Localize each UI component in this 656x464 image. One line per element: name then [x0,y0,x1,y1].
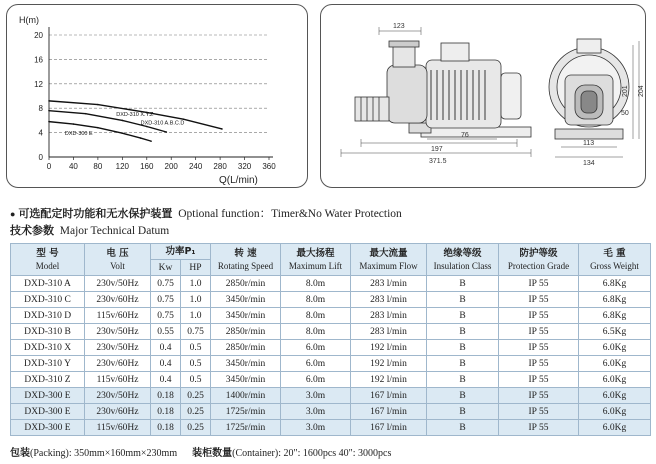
cell-volt: 230v/50Hz [85,388,151,404]
cell-kw: 0.75 [151,292,181,308]
data-point [122,120,124,122]
dim-label: 197 [431,146,443,153]
cell-lift: 8.0m [281,276,351,292]
pump-side-view [341,23,531,165]
dim-label: 123 [393,23,405,30]
cell-flow: 283 l/min [351,276,427,292]
cell-volt: 230v/60Hz [85,356,151,372]
cell-ins: B [427,308,499,324]
cell-model: DXD-310 A [11,276,85,292]
cell-lift: 6.0m [281,372,351,388]
y-tick-label: 8 [38,104,43,114]
cell-hp: 0.5 [181,372,211,388]
cell-ip: IP 55 [499,404,579,420]
cell-flow: 192 l/min [351,372,427,388]
cell-flow: 167 l/min [351,404,427,420]
cell-flow: 192 l/min [351,356,427,372]
data-point [166,131,168,133]
cell-weight: 6.0Kg [579,388,651,404]
performance-chart [7,5,307,187]
series-label: DXD-310 A.B.C.D [140,120,185,127]
table-row [11,420,651,436]
dim-label: 134 [583,160,595,167]
table-row [11,276,651,292]
cell-model: DXD-310 X [11,340,85,356]
cell-weight: 6.8Kg [579,308,651,324]
cell-ip: IP 55 [499,388,579,404]
cell-lift: 6.0m [281,356,351,372]
cell-weight: 6.0Kg [579,340,651,356]
cell-speed: 3450r/min [211,356,281,372]
spec-table-body [11,276,651,436]
packing-info [10,444,391,459]
cell-kw: 0.75 [151,308,181,324]
cell-hp: 0.5 [181,340,211,356]
cell-volt: 115v/60Hz [85,308,151,324]
cell-flow: 192 l/min [351,340,427,356]
x-tick-label: 360 [262,162,276,171]
cell-ins: B [427,356,499,372]
cell-lift: 3.0m [281,420,351,436]
table-row [11,356,651,372]
header-protection: 防护等级 Protection Grade [499,244,579,276]
data-point [150,140,152,142]
cell-kw: 0.55 [151,324,181,340]
cell-volt: 115v/60Hz [85,372,151,388]
cell-weight: 6.8Kg [579,292,651,308]
cell-hp: 0.25 [181,404,211,420]
header-weight: 毛 重 Gross Weight [579,244,651,276]
data-point [48,100,50,102]
cell-hp: 0.25 [181,420,211,436]
cell-ip: IP 55 [499,420,579,436]
header-kw: Kw [151,260,181,276]
header-lift: 最大扬程 Maximum Lift [281,244,351,276]
cell-model: DXD-300 E [11,388,85,404]
cell-model: DXD-300 E [11,420,85,436]
cell-ip: IP 55 [499,276,579,292]
x-axis-label: Q(L/min) [219,175,258,186]
y-tick-label: 12 [34,79,43,89]
header-insulation: 绝缘等级 Insulation Class [427,244,499,276]
cell-kw: 0.18 [151,420,181,436]
cell-weight: 6.0Kg [579,404,651,420]
cell-kw: 0.4 [151,340,181,356]
cell-flow: 167 l/min [351,388,427,404]
x-tick-label: 0 [46,162,52,171]
cell-volt: 230v/50Hz [85,324,151,340]
pump-front-view [549,39,645,167]
cell-speed: 2850r/min [211,324,281,340]
cell-ins: B [427,404,499,420]
cell-speed: 3450r/min [211,308,281,324]
x-tick-label: 160 [140,162,154,171]
cell-volt: 230v/50Hz [85,276,151,292]
cell-lift: 8.0m [281,324,351,340]
technical-data-heading [10,222,169,238]
cell-flow: 283 l/min [351,308,427,324]
pump-drawing [321,5,645,187]
cell-hp: 1.0 [181,308,211,324]
data-point [140,137,142,139]
cell-ins: B [427,292,499,308]
cell-speed: 3450r/min [211,292,281,308]
cell-model: DXD-310 Y [11,356,85,372]
cell-lift: 3.0m [281,404,351,420]
cell-model: DXD-310 D [11,308,85,324]
cell-lift: 6.0m [281,340,351,356]
header-model: 型 号 Model [11,244,85,276]
spec-table [10,243,651,436]
cell-speed: 2850r/min [211,276,281,292]
cell-kw: 0.18 [151,404,181,420]
y-tick-label: 20 [34,31,43,40]
cell-ins: B [427,420,499,436]
table-row [11,372,651,388]
y-tick-label: 0 [38,153,43,162]
cell-model: DXD-310 B [11,324,85,340]
x-tick-label: 200 [164,162,178,171]
technical-drawing-panel [320,4,646,188]
data-point [73,123,75,125]
x-tick-label: 120 [115,162,130,171]
packing-zh: 包装 [10,448,30,459]
cell-lift: 8.0m [281,308,351,324]
cell-lift: 8.0m [281,292,351,308]
x-tick-label: 320 [237,162,252,171]
cell-hp: 0.75 [181,324,211,340]
data-point [97,127,99,129]
cell-weight: 6.8Kg [579,276,651,292]
cell-ins: B [427,340,499,356]
technical-data-en: Major Technical Datum [59,225,170,237]
cell-flow: 167 l/min [351,420,427,436]
bullet-icon: ● [10,209,16,219]
x-tick-label: 40 [68,162,78,171]
table-row [11,388,651,404]
data-point [85,113,87,115]
header-hp: HP [181,260,211,276]
cell-weight: 6.0Kg [579,356,651,372]
header-power: 功率P₁ [151,244,211,260]
cell-ins: B [427,276,499,292]
cell-ins: B [427,324,499,340]
cell-ip: IP 55 [499,292,579,308]
cell-kw: 0.4 [151,372,181,388]
y-tick-label: 4 [38,128,43,138]
container-zh: 装柜数量 [192,448,233,459]
header-volt: 电 压 Volt [85,244,151,276]
packing-en: (Packing): 350mm×160mm×230mm [30,448,178,459]
dim-label: 113 [583,140,595,147]
cell-flow: 283 l/min [351,324,427,340]
cell-ip: IP 55 [499,308,579,324]
data-point [48,121,50,123]
optional-function-en: Optional function：Timer&No Water Protection [178,208,402,220]
cell-volt: 230v/50Hz [85,340,151,356]
cell-weight: 6.0Kg [579,420,651,436]
cell-ins: B [427,388,499,404]
y-axis-label: H(m) [19,15,39,25]
table-row [11,324,651,340]
header-speed: 转 速 Rotating Speed [211,244,281,276]
cell-hp: 1.0 [181,276,211,292]
x-tick-label: 240 [188,162,203,171]
cell-ip: IP 55 [499,356,579,372]
cell-speed: 2850r/min [211,340,281,356]
cell-speed: 1725r/min [211,404,281,420]
dim-label: 201 [622,85,629,97]
dim-label: 50 [621,110,629,117]
cell-model: DXD-310 C [11,292,85,308]
data-point [221,128,223,130]
series-label: DXD-310 X.Y.Z [116,112,154,119]
cell-ip: IP 55 [499,372,579,388]
dim-label: 204 [638,85,645,97]
table-row [11,340,651,356]
x-tick-label: 80 [93,162,103,171]
data-point [48,110,50,112]
cell-model: DXD-300 E [11,404,85,420]
dim-label: 76 [461,132,469,139]
cell-kw: 0.4 [151,356,181,372]
cell-model: DXD-310 Z [11,372,85,388]
dim-label: 371.5 [429,158,447,165]
table-row [11,292,651,308]
cell-hp: 1.0 [181,292,211,308]
cell-hp: 0.25 [181,388,211,404]
cell-speed: 1400r/min [211,388,281,404]
cell-hp: 0.5 [181,356,211,372]
performance-chart-panel [6,4,308,188]
cell-lift: 3.0m [281,388,351,404]
series-label: DXD-300 E [64,131,93,138]
y-tick-label: 16 [34,55,43,65]
cell-weight: 6.0Kg [579,372,651,388]
optional-function-zh: 可选配定时功能和无水保护装置 [18,207,173,220]
cell-ip: IP 55 [499,324,579,340]
cell-kw: 0.18 [151,388,181,404]
data-point [97,104,99,106]
cell-volt: 230v/60Hz [85,292,151,308]
cell-volt: 115v/60Hz [85,420,151,436]
header-flow: 最大流量 Maximum Flow [351,244,427,276]
table-row [11,404,651,420]
cell-kw: 0.75 [151,276,181,292]
cell-speed: 1725r/min [211,420,281,436]
cell-weight: 6.5Kg [579,324,651,340]
technical-data-zh: 技术参数 [10,224,54,237]
cell-volt: 230v/60Hz [85,404,151,420]
table-row [11,308,651,324]
x-tick-label: 280 [213,162,227,171]
optional-function-heading [10,205,402,221]
data-point [122,132,124,134]
cell-speed: 3450r/min [211,372,281,388]
container-en: (Container): 20": 1600pcs 40": 3000pcs [232,448,392,459]
cell-ip: IP 55 [499,340,579,356]
cell-flow: 283 l/min [351,292,427,308]
cell-ins: B [427,372,499,388]
